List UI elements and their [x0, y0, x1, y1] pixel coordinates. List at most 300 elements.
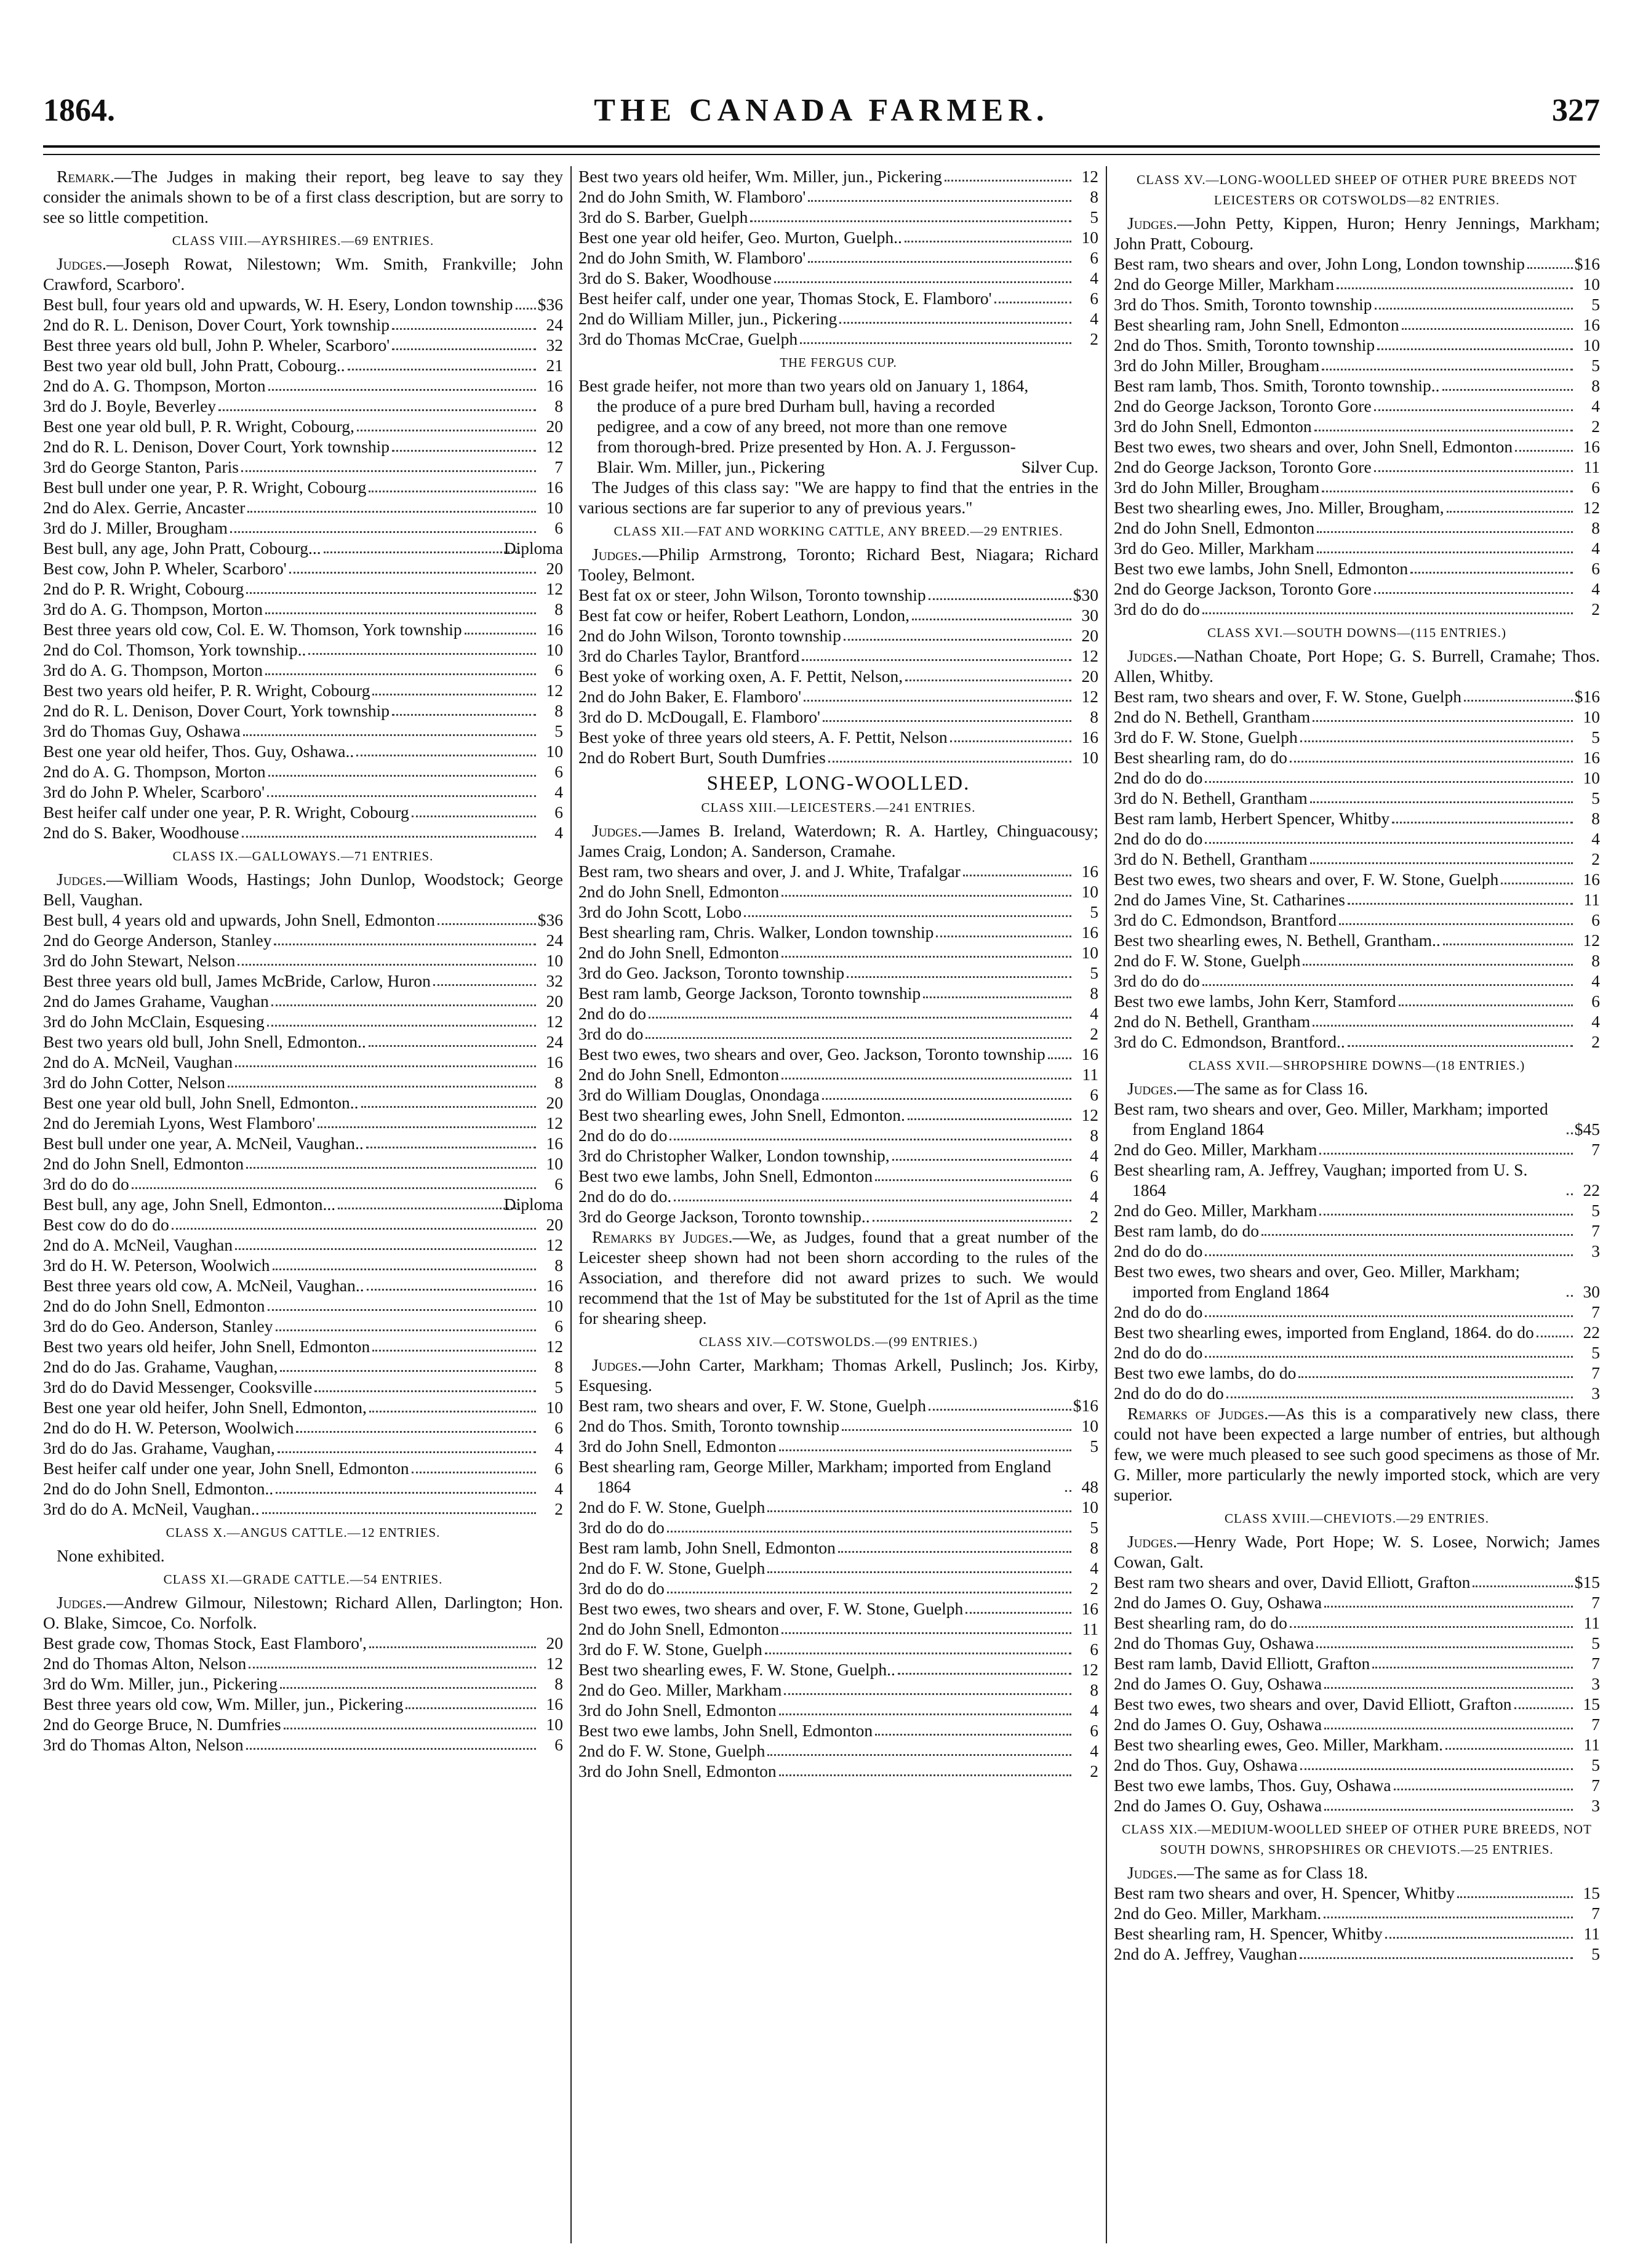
prize-description: Best ram lamb, Herbert Spencer, Whitby [1114, 809, 1390, 828]
prize-description: Best shearling ram, John Snell, Edmonton [1114, 315, 1399, 334]
prize-description: 2nd do do John Snell, Edmonton [43, 1296, 265, 1315]
dot-leader [1205, 781, 1573, 783]
prize-amount: 15 [1583, 1694, 1600, 1713]
prize-amount: 16 [1583, 870, 1600, 889]
prize-description: Best two year old bull, John Pratt, Cobourg.. [43, 356, 345, 375]
paragraph [1114, 1403, 1600, 1505]
dot-leader [1324, 1917, 1573, 1918]
prize-entry [578, 922, 1098, 942]
prize-description: 2nd do John Wilson, Toronto township [578, 626, 841, 645]
dot-leader [1290, 1626, 1573, 1628]
prize-entry [578, 166, 1098, 186]
prize-amount: 4 [554, 823, 563, 842]
prize-amount: 10 [546, 951, 563, 970]
prize-description: Best one year old bull, P. R. Wright, Cobourg, [43, 417, 354, 436]
prize-description: 2nd do Jeremiah Lyons, West Flamboro' [43, 1113, 316, 1132]
prize-entry [1114, 416, 1600, 436]
prize-description: Best ram lamb, David Elliott, Grafton [1114, 1654, 1370, 1673]
prize-entry [43, 1296, 563, 1316]
prize-amount: 2 [1591, 849, 1600, 868]
prize-amount: 8 [1591, 518, 1600, 537]
prize-description: 3rd do Thomas Alton, Nelson [43, 1735, 244, 1754]
prize-description: Best shearling ram, H. Spencer, Whitby [1114, 1924, 1383, 1943]
dot-leader [1314, 430, 1573, 431]
prize-amount: 12 [546, 1654, 563, 1673]
prize-amount: Diploma [503, 539, 563, 558]
prize-entry [1114, 1613, 1600, 1633]
prize-amount: 4 [1591, 396, 1600, 415]
prize-amount: $30 [1073, 585, 1098, 604]
prize-amount: 4 [1090, 309, 1098, 328]
prize-amount: 7 [1591, 1715, 1600, 1734]
prize-entry [578, 983, 1098, 1003]
dot-leader [765, 1653, 1071, 1654]
page-year: 1864. [43, 93, 115, 128]
prize-entry [578, 1436, 1098, 1456]
dot-leader [828, 761, 1071, 763]
prize-description: 2nd do R. L. Denison, Dover Court, York township [43, 315, 390, 334]
prize-amount: 6 [1591, 910, 1600, 929]
prize-entry [1114, 1694, 1600, 1714]
dot-leader [392, 348, 536, 350]
prize-description: 2nd do A. McNeil, Vaughan [43, 1052, 233, 1072]
prize-entry [578, 1395, 1098, 1416]
prize-entry [43, 497, 563, 518]
prize-entry [578, 1639, 1098, 1659]
prize-amount: 20 [546, 1215, 563, 1234]
prize-entry [578, 329, 1098, 349]
prize-description: 3rd do George Jackson, Toronto township.. [578, 1207, 870, 1226]
dot-leader [369, 491, 536, 492]
prize-amount: 7 [1591, 1904, 1600, 1923]
prize-entry [43, 1032, 563, 1052]
dot-leader [1372, 1667, 1573, 1669]
prize-description: 3rd do do do [1114, 971, 1200, 990]
paragraph-text: —Philip Armstrong, Toronto; Richard Best, Niagara; Richard Tooley, Belmont. [578, 545, 1098, 584]
prize-amount: 16 [546, 376, 563, 395]
prize-description: Best two shearling ewes, N. Bethell, Grantham.. [1114, 931, 1441, 950]
prize-amount: 8 [554, 599, 563, 619]
prize-amount: 8 [1591, 809, 1600, 828]
prize-amount: 4 [1090, 268, 1098, 287]
dot-leader [842, 1429, 1071, 1431]
prize-description: Best two years old heifer, John Snell, Edmonton [43, 1337, 370, 1356]
prize-amount: 22 [1583, 1323, 1600, 1342]
dot-leader [1202, 984, 1573, 986]
prize-description: 3rd do A. G. Thompson, Morton [43, 660, 263, 679]
prize-amount: 6 [554, 1459, 563, 1478]
prize-description: Best bull, any age, John Pratt, Cobourg... [43, 539, 321, 558]
paragraph-text: —Andrew Gilmour, Nilestown; Richard Allen, Darlington; Hon. O. Blake, Simcoe, Co. Norfolk. [43, 1593, 563, 1632]
dot-leader [1313, 1025, 1573, 1027]
prize-entry [43, 375, 563, 396]
dot-leader [1065, 1490, 1071, 1492]
prize-amount: 4 [554, 782, 563, 801]
prize-amount: 4 [1090, 1187, 1098, 1206]
column-middle [578, 166, 1098, 2243]
prize-entry [43, 1458, 563, 1478]
prize-description: 3rd do F. W. Stone, Guelph [578, 1640, 762, 1659]
prize-description: Best three years old cow, Col. E. W. Thomson, York township [43, 620, 462, 639]
prize-amount: 8 [1090, 187, 1098, 206]
prize-amount: 48 [1081, 1477, 1098, 1496]
prize-description: 2nd do do do [1114, 1343, 1203, 1362]
prize-entry [1114, 849, 1600, 869]
dot-leader [1205, 1356, 1573, 1358]
prize-entry [43, 1653, 563, 1673]
prize-amount: $45 [1574, 1120, 1600, 1139]
paragraph-text: —William Woods, Hastings; John Dunlop, Woodstock; George Bell, Vaughan. [43, 870, 563, 909]
prize-entry [43, 660, 563, 680]
prize-description: 2nd do F. W. Stone, Guelph [578, 1741, 766, 1760]
prize-amount: 20 [546, 992, 563, 1011]
prize-entry [578, 375, 1098, 477]
class-heading: CLASS XVIII.—CHEVIOTS.—29 ENTRIES. [1224, 1511, 1490, 1526]
prize-entry [578, 605, 1098, 625]
prize-amount: 8 [1090, 1538, 1098, 1557]
dot-leader [276, 1492, 536, 1494]
prize-amount: 11 [1583, 457, 1600, 476]
prize-description: Best grade cow, Thomas Stock, East Flamboro', [43, 1633, 367, 1653]
class-heading: CLASS X.—ANGUS CATTLE.—12 ENTRIES. [166, 1525, 441, 1540]
prize-description: Best two ewe lambs, John Snell, Edmonton [578, 1721, 873, 1740]
prize-description: 3rd do Thomas McCrae, Guelph [578, 329, 798, 348]
prize-description: 2nd do John Snell, Edmonton [578, 1619, 780, 1638]
prize-entry [1114, 1923, 1600, 1944]
prize-description: Best ram two shears and over, David Elliott, Grafton [1114, 1573, 1471, 1592]
prize-amount: 5 [1090, 902, 1098, 921]
dot-leader [667, 1592, 1071, 1593]
prize-entry [578, 308, 1098, 329]
prize-entry [1114, 1734, 1600, 1755]
prize-amount: 12 [546, 1235, 563, 1254]
prize-entry [43, 700, 563, 721]
prize-description: 2nd do R. L. Denison, Dover Court, York township [43, 437, 390, 456]
dot-leader [1322, 369, 1573, 371]
prize-description: 3rd do William Douglas, Onondaga [578, 1085, 820, 1104]
dot-leader [1300, 1768, 1573, 1770]
prize-amount: 20 [546, 1633, 563, 1653]
prize-description: Best heifer calf under one year, P. R. Wright, Cobourg [43, 803, 409, 822]
dot-leader [1303, 964, 1573, 966]
prize-entry [43, 558, 563, 579]
paragraph [1114, 1078, 1600, 1099]
prize-amount: 3 [1591, 1674, 1600, 1693]
dot-leader [324, 551, 520, 553]
dot-leader [249, 1667, 536, 1669]
prize-amount: 20 [546, 417, 563, 436]
prize-description: 3rd do John Snell, Edmonton [578, 1761, 777, 1781]
dot-leader [348, 369, 536, 371]
prize-entry [1114, 1633, 1600, 1653]
prize-amount: 11 [1583, 1735, 1600, 1754]
prize-entry [1114, 727, 1600, 747]
prize-entry [578, 666, 1098, 686]
prize-amount: 20 [1081, 626, 1098, 645]
prize-description: 3rd do John Scott, Lobo [578, 902, 742, 921]
prize-description: 2nd do do do [578, 1126, 668, 1145]
prize-description: 2nd do James O. Guy, Oshawa [1114, 1593, 1322, 1612]
prize-amount: 12 [1081, 687, 1098, 706]
class-heading: CLASS IX.—GALLOWAYS.—71 ENTRIES. [172, 849, 434, 864]
prize-amount: $16 [1073, 1396, 1098, 1415]
prize-description: 3rd do George Stanton, Paris [43, 457, 239, 476]
dot-leader [774, 281, 1071, 283]
prize-description: 2nd do S. Baker, Woodhouse [43, 823, 239, 842]
paragraph [578, 1227, 1098, 1328]
prize-description: Best two ewe lambs, John Snell, Edmonton [1114, 559, 1409, 578]
paragraph-lead: Judges. [1127, 1079, 1177, 1098]
prize-amount: 6 [1090, 1085, 1098, 1104]
prize-amount: 6 [1090, 248, 1098, 267]
dot-leader [1377, 348, 1573, 350]
prize-description: 3rd do do do [578, 1518, 665, 1537]
prize-entry [1114, 579, 1600, 599]
prize-description: Best ram, two shears and over, J. and J. White, Trafalgar [578, 862, 961, 881]
prize-amount: 10 [546, 1398, 563, 1417]
prize-amount: 5 [1090, 1437, 1098, 1456]
dot-leader [1399, 1004, 1573, 1006]
prize-description: 2nd do A. Jeffrey, Vaughan [1114, 1944, 1298, 1963]
prize-amount: 7 [554, 457, 563, 476]
prize-amount: 7 [1591, 1221, 1600, 1240]
prize-amount: 16 [1081, 1599, 1098, 1618]
prize-entry [578, 1456, 1098, 1497]
prize-amount: 20 [546, 559, 563, 578]
dot-leader [1205, 842, 1573, 844]
paragraph [578, 477, 1098, 518]
prize-description: 2nd do do do [1114, 1241, 1203, 1260]
prize-amount: 5 [1591, 1755, 1600, 1774]
dot-leader [372, 694, 536, 695]
dot-leader [1324, 1606, 1573, 1608]
prize-amount: 5 [1591, 1633, 1600, 1653]
prize-amount: 2 [1591, 1032, 1600, 1051]
prize-entry [1114, 930, 1600, 950]
prize-description: 2nd do A. G. Thompson, Morton [43, 762, 266, 781]
prize-entry [578, 1680, 1098, 1700]
prize-description: 2nd do A. McNeil, Vaughan [43, 1235, 233, 1254]
prize-entry [578, 707, 1098, 727]
prize-description: Best one year old heifer, Geo. Murton, Guelph.. [578, 228, 902, 247]
prize-amount: 21 [546, 356, 563, 375]
prize-entry [1114, 355, 1600, 375]
dot-leader [1319, 1153, 1573, 1155]
prize-amount: 2 [1090, 329, 1098, 348]
paragraph-text: —As this is a comparatively new class, there could not have been expected a large number of entries, but although few, we were much pleased to see such good specimens as those of Mr. G. Miller, more particularly the newly imported stock, which are very superior. [1114, 1404, 1600, 1504]
dot-leader [1317, 551, 1573, 553]
prize-entry [1114, 767, 1600, 788]
prize-amount: 5 [1591, 1201, 1600, 1220]
class-heading: CLASS XVI.—SOUTH DOWNS—(115 ENTRIES.) [1207, 625, 1506, 640]
prize-amount: 4 [1090, 1701, 1098, 1720]
dot-leader [1319, 1214, 1573, 1216]
dot-leader [808, 200, 1071, 202]
prize-amount: 10 [1583, 274, 1600, 294]
prize-entry [578, 1517, 1098, 1537]
prize-entry [1114, 1903, 1600, 1923]
dot-leader [218, 409, 536, 411]
prize-description: 3rd do John Stewart, Nelson [43, 951, 236, 970]
prize-description: 3rd do John P. Wheler, Scarboro' [43, 782, 265, 801]
dot-leader [338, 1208, 520, 1209]
dot-leader [228, 1086, 536, 1088]
prize-amount: 11 [1583, 1613, 1600, 1632]
paragraph [43, 166, 563, 227]
dot-leader [1567, 1295, 1573, 1297]
prize-entry [578, 1659, 1098, 1680]
prize-amount: 6 [554, 1174, 563, 1193]
dot-leader [929, 598, 1071, 600]
dot-leader [243, 734, 536, 736]
class-heading: CLASS XIX.—MEDIUM-WOOLLED SHEEP OF OTHER PURE BREEDS, NOT SOUTH DOWNS, SHROPSHIRES OR CHEVIOTS.—25 ENTRIES. [1122, 1822, 1592, 1857]
prize-description: 2nd do F. W. Stone, Guelph [578, 1558, 766, 1577]
prize-amount: 20 [1081, 667, 1098, 686]
dot-leader [670, 1139, 1071, 1140]
prize-entry [43, 991, 563, 1011]
prize-amount: 5 [1591, 295, 1600, 314]
prize-description: 2nd do James O. Guy, Oshawa [1114, 1715, 1322, 1734]
prize-entry [578, 1105, 1098, 1125]
prize-description: 3rd do S. Baker, Woodhouse [578, 268, 772, 287]
prize-description: Best two ewe lambs, John Snell, Edmonton [578, 1166, 873, 1185]
prize-amount: 2 [1090, 1024, 1098, 1043]
prize-description: 2nd do F. W. Stone, Guelph [1114, 951, 1301, 970]
prize-amount: 8 [1090, 707, 1098, 726]
prize-entry [43, 416, 563, 436]
dot-leader [1205, 1254, 1573, 1256]
prize-description: Best ram, two shears and over, Geo. Miller, Markham; imported from England 1864 [1114, 1099, 1548, 1139]
prize-entry [1114, 274, 1600, 294]
dot-leader [392, 450, 536, 452]
prize-amount: 6 [554, 660, 563, 679]
paragraph-lead: Judges. [1127, 1532, 1177, 1551]
prize-entry [578, 942, 1098, 963]
dot-leader [1202, 612, 1573, 614]
prize-description: 2nd do James O. Guy, Oshawa [1114, 1674, 1322, 1693]
dot-leader [1310, 862, 1573, 864]
prize-amount: $16 [1574, 687, 1600, 706]
dot-leader [267, 795, 536, 797]
prize-entry [43, 1113, 563, 1133]
prize-entry [578, 1084, 1098, 1105]
paragraph-text: —Henry Wade, Port Hope; W. S. Losee, Norwich; James Cowan, Galt. [1114, 1532, 1600, 1571]
prize-entry [43, 680, 563, 700]
prize-entry [43, 1673, 563, 1694]
prize-description: 2nd do N. Bethell, Grantham [1114, 707, 1311, 726]
prize-amount: 5 [1591, 1343, 1600, 1362]
paragraph [1114, 213, 1600, 254]
prize-amount: 6 [1090, 289, 1098, 308]
prize-description: Best yoke of three years old steers, A. F. Pettit, Nelson [578, 727, 948, 747]
prize-description: Best heifer calf, under one year, Thomas Stock, E. Flamboro' [578, 289, 992, 308]
paragraph-lead: Judges. [592, 821, 642, 840]
prize-entry [43, 315, 563, 335]
prize-description: 2nd do Thomas Alton, Nelson [43, 1654, 247, 1673]
paragraph-text: —Nathan Choate, Port Hope; G. S. Burrell, Cramahe; Thos. Allen, Whitby. [1114, 646, 1600, 686]
prize-entry [43, 971, 563, 991]
prize-entry [1114, 518, 1600, 538]
prize-description: Best two ewes, two shears and over, F. W. Stone, Guelph [578, 1599, 964, 1618]
prize-amount: 11 [1082, 1619, 1098, 1638]
prize-entry [43, 639, 563, 660]
dot-leader [847, 976, 1071, 978]
dot-leader [1385, 1937, 1573, 1939]
paragraph [43, 254, 563, 294]
prize-entry [43, 294, 563, 315]
prize-entry [578, 288, 1098, 308]
prize-description: 2nd do Thos. Smith, Toronto township [1114, 335, 1375, 355]
prize-amount: 12 [1081, 167, 1098, 186]
prize-amount: 5 [554, 721, 563, 740]
prize-entry [43, 457, 563, 477]
prize-description: 2nd do John Snell, Edmonton [578, 943, 780, 962]
prize-entry [1114, 1775, 1600, 1795]
prize-amount: 3 [1591, 1384, 1600, 1403]
dot-leader [945, 180, 1071, 182]
prize-amount: Silver Cup. [1021, 457, 1098, 476]
prize-amount: 12 [546, 1113, 563, 1132]
dot-leader [235, 1065, 536, 1067]
prize-amount: 16 [546, 1694, 563, 1713]
prize-description: 2nd do John Snell, Edmonton [43, 1154, 244, 1173]
dot-leader [235, 1248, 536, 1250]
prize-amount: 10 [546, 498, 563, 517]
prize-entry [1114, 1032, 1600, 1052]
dot-leader [923, 996, 1071, 998]
dot-leader [1339, 923, 1573, 925]
prize-amount: 16 [546, 620, 563, 639]
prize-amount: 5 [1090, 207, 1098, 226]
prize-entry [1114, 991, 1600, 1011]
paragraph-text: —The same as for Class 16. [1177, 1079, 1368, 1098]
prize-entry [1114, 950, 1600, 971]
prize-description: 3rd do John Miller, Brougham [1114, 356, 1320, 375]
dot-leader [357, 430, 536, 431]
column-left [43, 166, 563, 2243]
dot-leader [246, 1167, 536, 1169]
prize-amount: 6 [1090, 1721, 1098, 1740]
paragraph-lead: Judges. [592, 545, 642, 564]
prize-description: Best bull, four years old and upwards, W. H. Esery, London township [43, 295, 513, 314]
prize-entry [43, 822, 563, 843]
prize-description: Best shearling ram, Chris. Walker, London township [578, 923, 934, 942]
paragraph-text: —Joseph Rowat, Nilestown; Wm. Smith, Frankville; John Crawford, Scarboro'. [43, 254, 563, 294]
prize-description: Best bull under one year, P. R. Wright, Cobourg [43, 478, 367, 497]
dot-leader [898, 1673, 1071, 1675]
prize-description: 3rd do do do [1114, 599, 1200, 619]
prize-entry [43, 1174, 563, 1194]
class-heading: CLASS XIV.—COTSWOLDS.—(99 ENTRIES.) [699, 1334, 978, 1349]
class-heading: THE FERGUS CUP. [780, 355, 897, 370]
prize-amount: 6 [554, 1735, 563, 1754]
prize-entry [1114, 910, 1600, 930]
paragraph-text: None exhibited. [57, 1546, 165, 1565]
prize-entry [578, 585, 1098, 605]
prize-description: 2nd do John Snell, Edmonton [578, 1065, 780, 1084]
prize-entry [43, 721, 563, 741]
dot-leader [172, 1228, 536, 1230]
dot-leader [367, 1289, 536, 1291]
paragraph-lead: Remark. [57, 167, 114, 186]
prize-amount: 8 [1591, 951, 1600, 970]
dot-leader [1374, 592, 1573, 594]
prize-description: Best two ewes, two shears and over, John Snell, Edmonton [1114, 437, 1513, 456]
dot-leader [1514, 1707, 1573, 1709]
dot-leader [767, 1571, 1071, 1573]
dot-leader [1443, 944, 1573, 945]
prize-amount: 2 [1591, 599, 1600, 619]
